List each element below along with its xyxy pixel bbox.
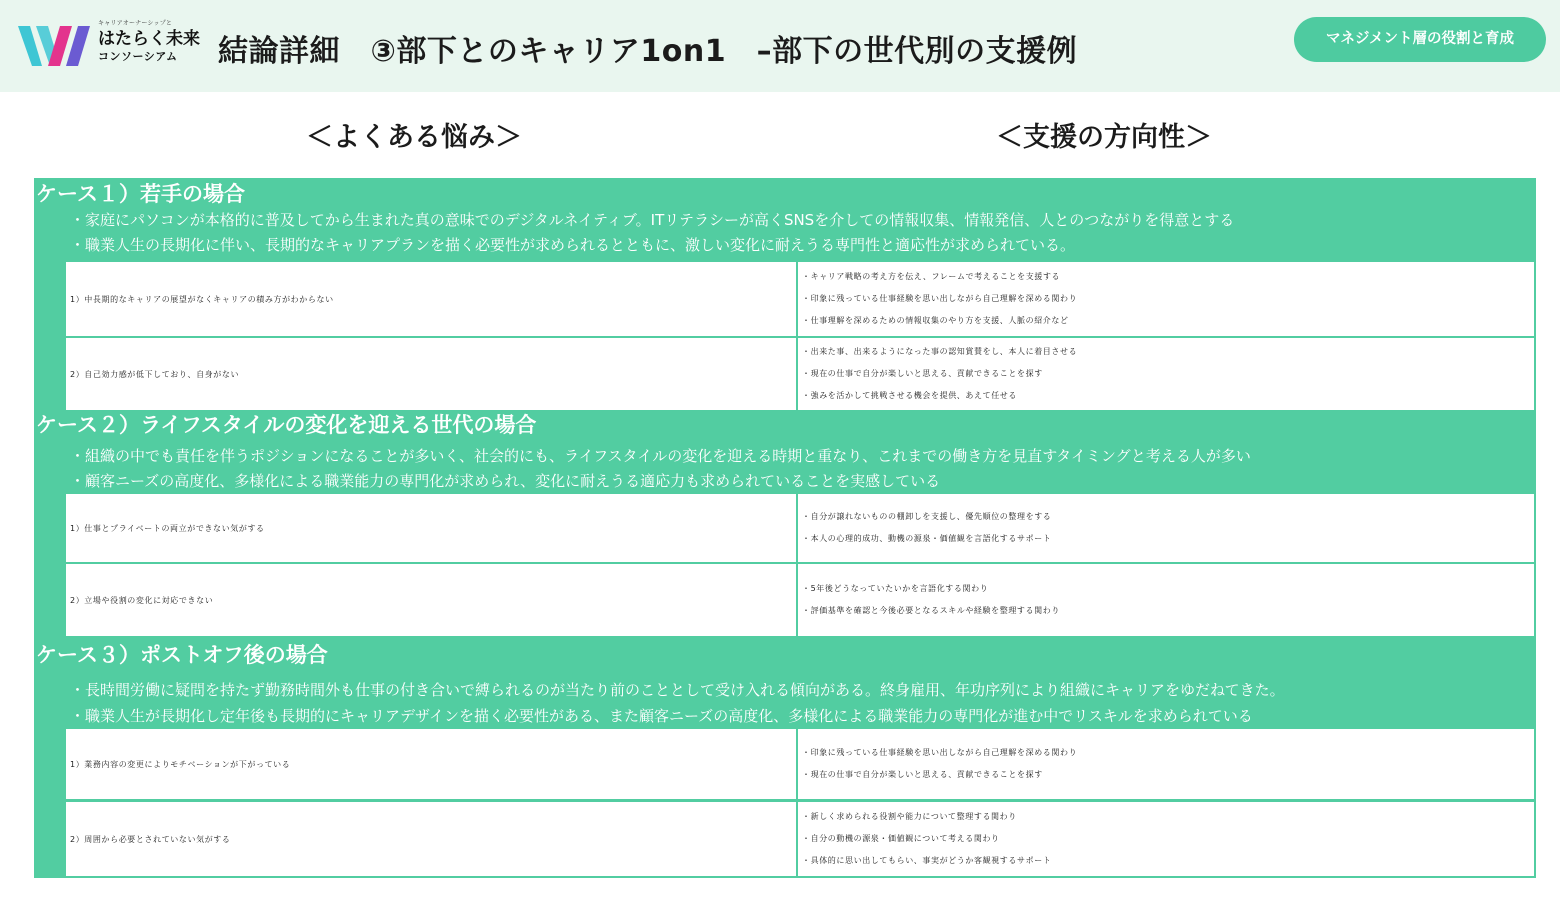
table-row [66, 729, 1536, 799]
column-header-support: ＜支援の方向性＞ [996, 122, 1212, 153]
consortium-logo[interactable] [18, 20, 208, 72]
section-badge[interactable]: マネジメント層の役割と育成 [1294, 17, 1546, 62]
support-line: ・5年後どうなっていたいかを言語化する関わり [802, 584, 989, 593]
case-board [34, 178, 1536, 878]
case-description: ・組織の中でも責任を伴うポジションになることが多いく、社会的にも、ライフスタイルの変化を迎える時期と重なり、これまでの働き方を見直すタイミングと考える人が多い [70, 447, 1251, 465]
concern-cell: 2）周囲から必要とされていない気がする [66, 802, 796, 876]
logo-sub-text: コンソーシアム [98, 50, 178, 63]
concern-cell: 1）中長期的なキャリアの展望がなくキャリアの積み方がわからない [66, 262, 796, 336]
case-description: ・職業人生が長期化し定年後も長期的にキャリアデザインを描く必要性がある、また顧客ニーズの高度化、多様化による職業能力の専門化が進む中でリスキルを求められている [70, 707, 1253, 725]
case-title: ケース１）若手の場合 [36, 182, 245, 206]
logo-w-mark-icon [18, 24, 94, 68]
support-cell [798, 338, 1534, 410]
concern-cell: 1）業務内容の変更によりモチベーションが下がっている [66, 729, 796, 799]
table-row [66, 338, 1536, 410]
concern-cell: 2）立場や役割の変化に対応できない [66, 564, 796, 636]
support-line: ・キャリア戦略の考え方を伝え、フレームで考えることを支援する [802, 272, 1061, 281]
support-cell [798, 262, 1534, 336]
logo-text [98, 20, 218, 64]
logo-top-text: キャリアオーナーシップと [98, 20, 173, 27]
support-line: ・評価基準を確認と今後必要となるスキルや経験を整理する関わり [802, 606, 1060, 615]
case-description: ・家庭にパソコンが本格的に普及してから生まれた真の意味でのデジタルネイティブ。ITリテラシーが高くSNSを介しての情報収集、情報発信、人とのつながりを得意とする [70, 211, 1235, 229]
concern-cell: 2）自己効力感が低下しており、自身がない [66, 338, 796, 410]
support-cell [798, 494, 1534, 562]
support-line: ・新しく求められる役割や能力について整理する関わり [802, 812, 1017, 821]
support-line: ・自分が譲れないものの棚卸しを支援し、優先順位の整理をする [802, 512, 1052, 521]
support-line: ・印象に残っている仕事経験を思い出しながら自己理解を深める関わり [802, 748, 1078, 757]
table-row [66, 494, 1536, 562]
header-bar [0, 0, 1560, 92]
support-cell [798, 802, 1534, 876]
table-row [66, 564, 1536, 636]
case-description: ・職業人生の長期化に伴い、長期的なキャリアプランを描く必要性が求められるとともに、激しい変化に耐えうる専門性と適応性が求められている。 [70, 236, 1076, 254]
support-line: ・具体的に思い出してもらい、事実がどうか客観視するサポート [802, 856, 1052, 865]
case-description: ・長時間労働に疑問を持たず勤務時間外も仕事の付き合いで縛られるのが当たり前のこととして受け入れる傾向がある。終身雇用、年功序列により組織にキャリアをゆだねてきた。 [70, 681, 1285, 699]
support-line: ・強みを活かして挑戦させる機会を提供、あえて任せる [802, 391, 1017, 400]
concern-cell: 1）仕事とプライベートの両立ができない気がする [66, 494, 796, 562]
logo-main-text: はたらく未来 [98, 29, 200, 49]
support-cell [798, 564, 1534, 636]
column-header-concerns: ＜よくある悩み＞ [306, 122, 522, 153]
support-line: ・仕事理解を深めるための情報収集のやり方を支援、人脈の紹介など [802, 316, 1069, 325]
page-title: 結論詳細 ③部下とのキャリア1on1 –部下の世代別の支援例 [218, 34, 1078, 69]
support-cell [798, 729, 1534, 799]
case-title: ケース２）ライフスタイルの変化を迎える世代の場合 [36, 413, 537, 437]
table-row [66, 262, 1536, 336]
case-description: ・顧客ニーズの高度化、多様化による職業能力の専門化が求められ、変化に耐えうる適応力も求められていることを実感している [70, 472, 941, 490]
support-line: ・自分の動機の源泉・価値観について考える関わり [802, 834, 1000, 843]
support-line: ・現在の仕事で自分が楽しいと思える、貢献できることを探す [802, 770, 1043, 779]
support-line: ・印象に残っている仕事経験を思い出しながら自己理解を深める関わり [802, 294, 1078, 303]
case-title: ケース３）ポストオフ後の場合 [36, 643, 328, 667]
table-row [66, 802, 1536, 876]
support-line: ・本人の心理的成功、動機の源泉・価値観を言語化するサポート [802, 534, 1052, 543]
support-line: ・現在の仕事で自分が楽しいと思える、貢献できることを探す [802, 369, 1043, 378]
support-line: ・出来た事、出来るようになった事の認知賞賛をし、本人に着目させる [802, 347, 1078, 356]
